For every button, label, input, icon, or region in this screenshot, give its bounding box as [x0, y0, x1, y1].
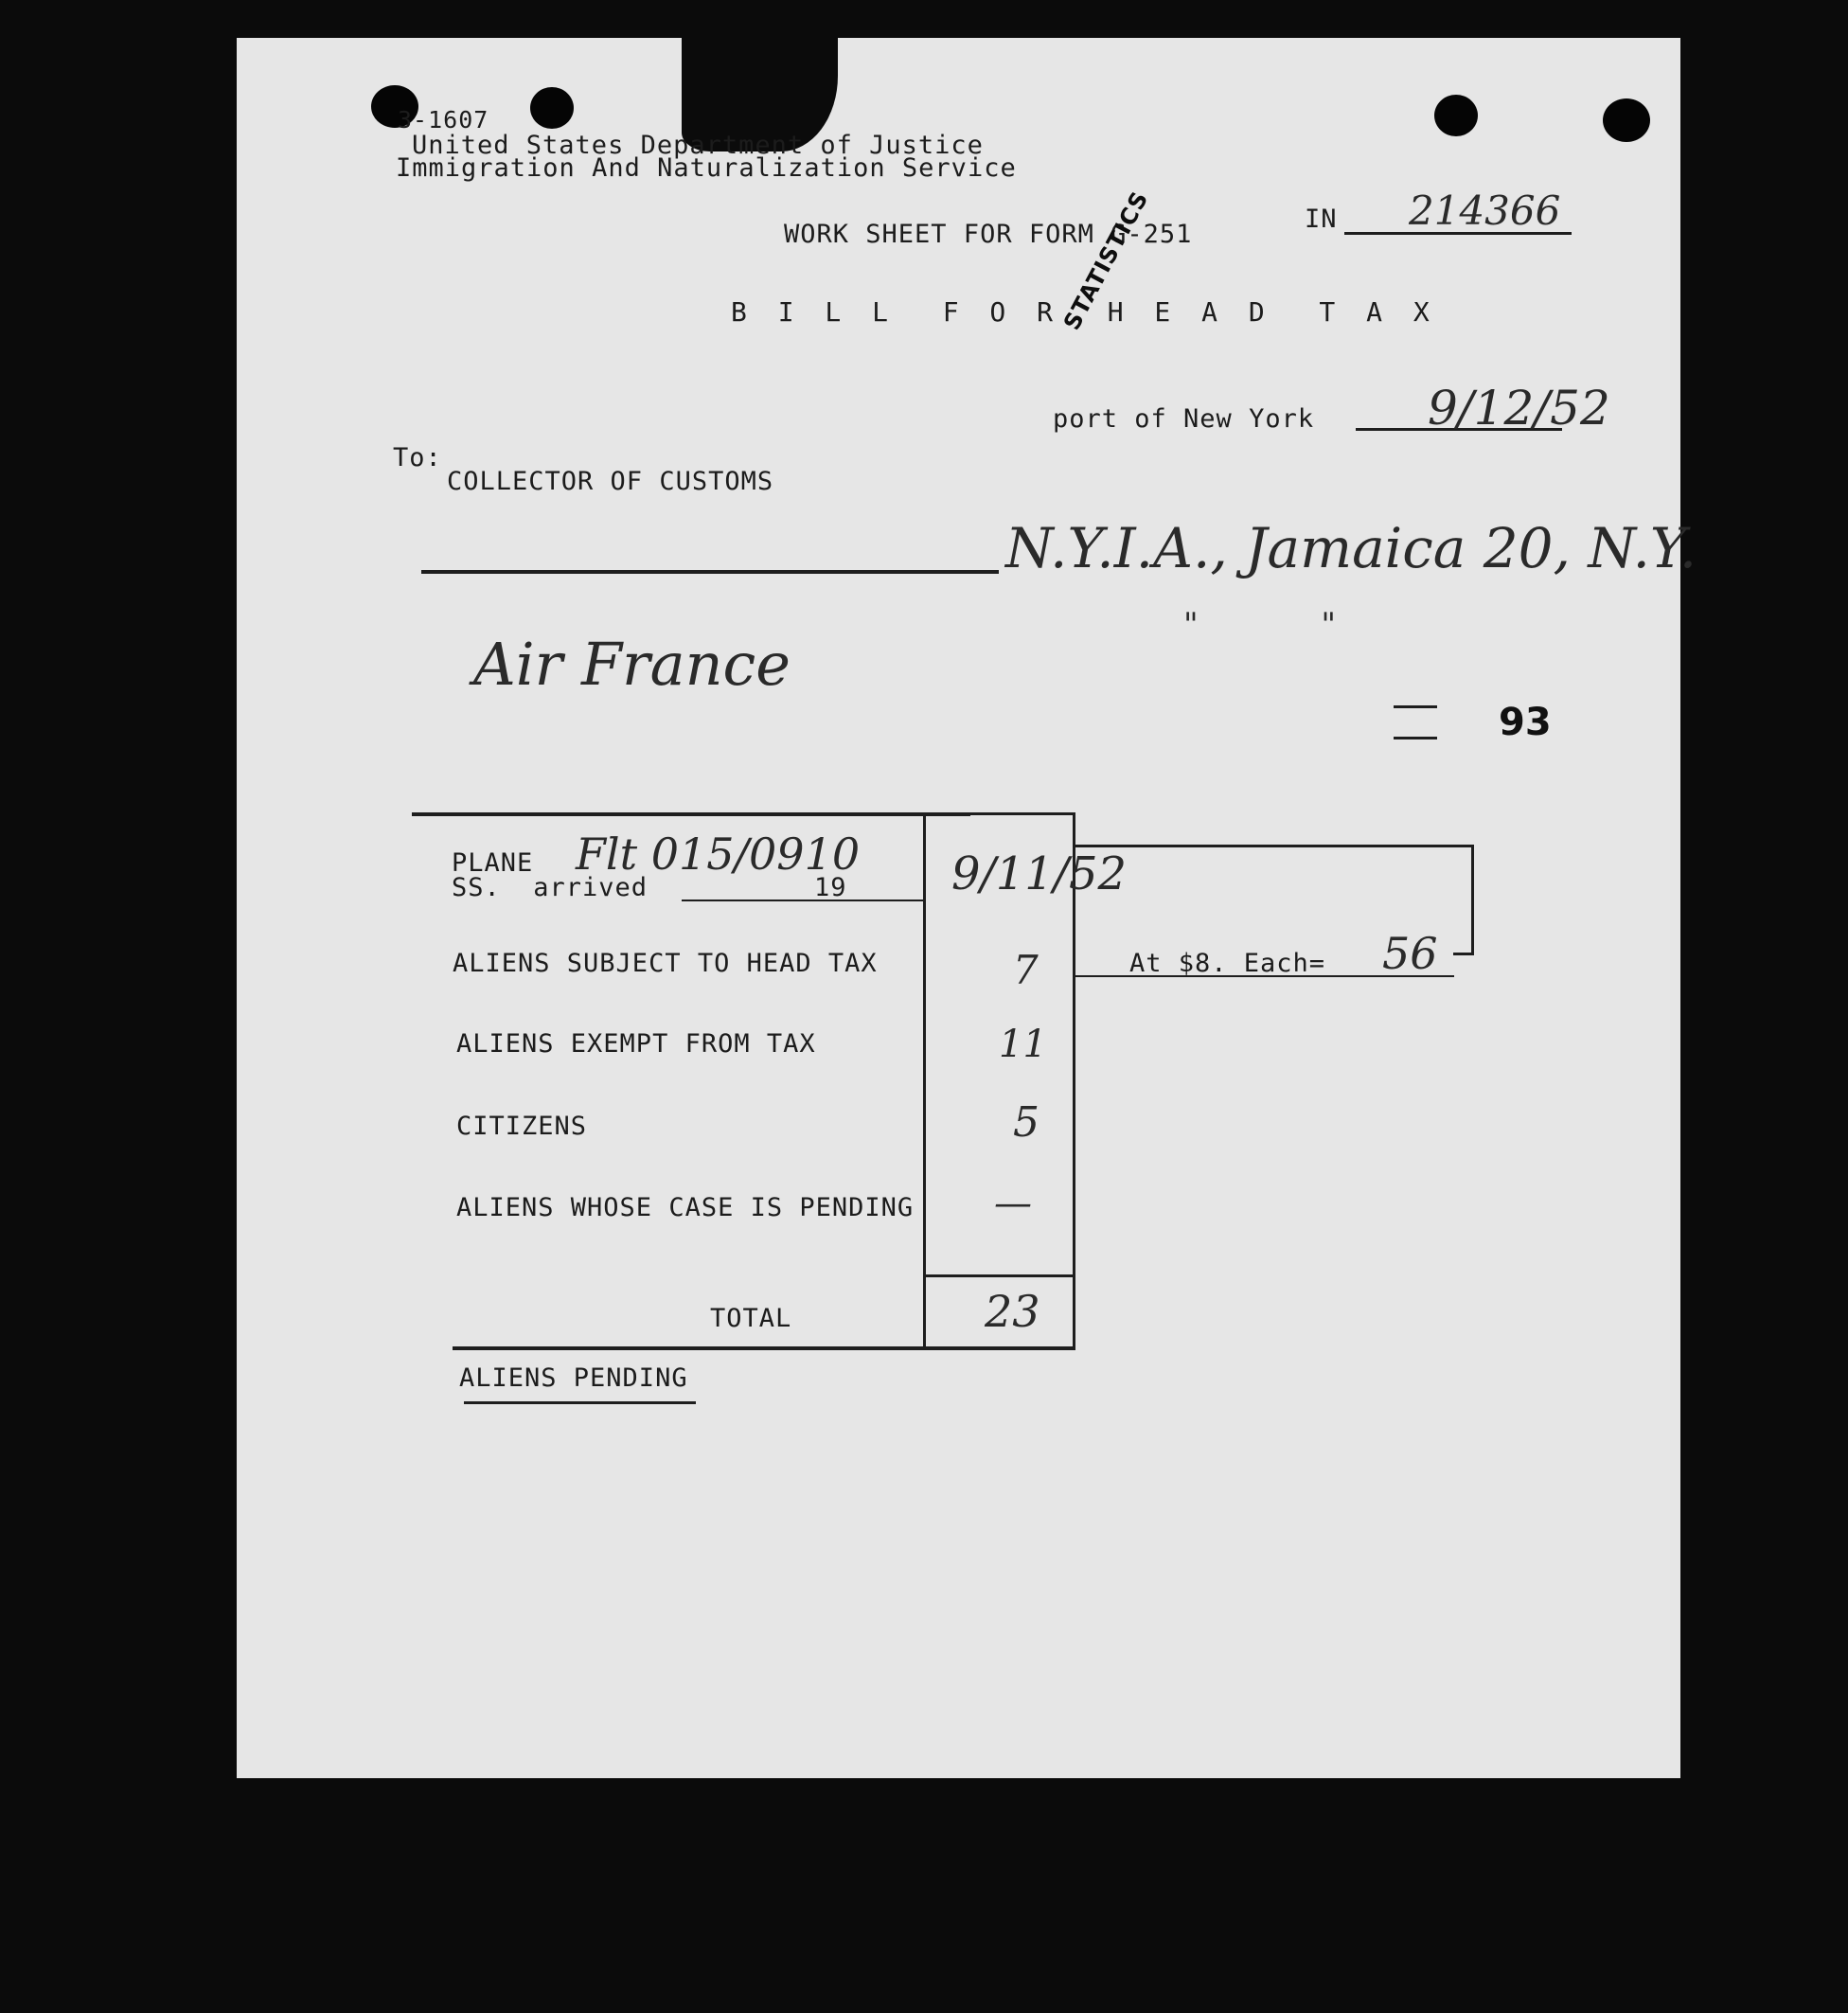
in-number: 214366 [1409, 187, 1561, 234]
rate-box-side [1471, 845, 1474, 955]
form-number: 3-1607 [398, 106, 489, 134]
count-mark-top [1394, 705, 1437, 708]
aliens-pending-label: ALIENS PENDING [459, 1363, 688, 1393]
worksheet-title: WORK SHEET FOR FORM G-251 [784, 220, 1193, 249]
rate-total: 56 [1382, 928, 1438, 979]
total-separator [923, 1274, 1075, 1277]
total-value: 23 [985, 1286, 1040, 1337]
flight-number: Flt 015/0910 [576, 828, 861, 880]
row-label-pending: ALIENS WHOSE CASE IS PENDING [456, 1193, 915, 1222]
row-label-citizens: CITIZENS [456, 1112, 588, 1141]
row-value-citizens: 5 [1013, 1098, 1040, 1147]
document-sheet [237, 38, 1697, 1778]
count-mark-bottom [1394, 737, 1437, 739]
department-name: United States Department of Justice [412, 131, 984, 160]
rate-box-top [1075, 845, 1473, 847]
punch-hole [1603, 98, 1650, 142]
ss-arrived-label: SS. arrived [452, 873, 649, 902]
punch-hole [1434, 95, 1478, 136]
port-date: 9/12/52 [1428, 381, 1610, 436]
total-label: TOTAL [710, 1304, 792, 1333]
row-value-exempt: 11 [999, 1023, 1047, 1066]
year-label: 19 [814, 873, 847, 902]
address-line [421, 570, 999, 574]
rate-box-corner [1453, 953, 1474, 955]
service-name: Immigration And Naturalization Service [396, 153, 1017, 183]
table-divider-left [923, 812, 926, 1350]
to-label: To: [393, 443, 442, 472]
addressee: COLLECTOR OF CUSTOMS [447, 467, 774, 496]
table-bottom-rule [453, 1346, 1075, 1350]
carrier-name: Air France [473, 630, 791, 699]
count-value: 93 [1499, 701, 1552, 744]
arrival-date: 9/11/52 [951, 847, 1128, 900]
address-location: N.Y.I.A., Jamaica 20, N.Y. [1005, 516, 1697, 580]
table-top-rule [412, 812, 970, 816]
punch-hole [530, 87, 574, 129]
row-value-pending: — [994, 1182, 1032, 1225]
row-label-subject: ALIENS SUBJECT TO HEAD TAX [453, 949, 878, 978]
ditto-marks: " " [1183, 606, 1336, 644]
port-label: port of New York [1053, 404, 1315, 434]
rate-label: At $8. Each= [1129, 949, 1326, 978]
statistics-stamp: STATISTICS [1058, 187, 1154, 335]
row-label-exempt: ALIENS EXEMPT FROM TAX [456, 1029, 816, 1059]
table-top-rule-right [923, 812, 1075, 815]
plane-label: PLANE [452, 848, 534, 878]
date-cell-underline [682, 900, 923, 901]
in-label: IN [1305, 205, 1338, 234]
bill-title: B I L L F O R H E A D T A X [731, 296, 1437, 328]
aliens-pending-underline [464, 1401, 696, 1404]
row-value-subject: 7 [1013, 947, 1039, 993]
